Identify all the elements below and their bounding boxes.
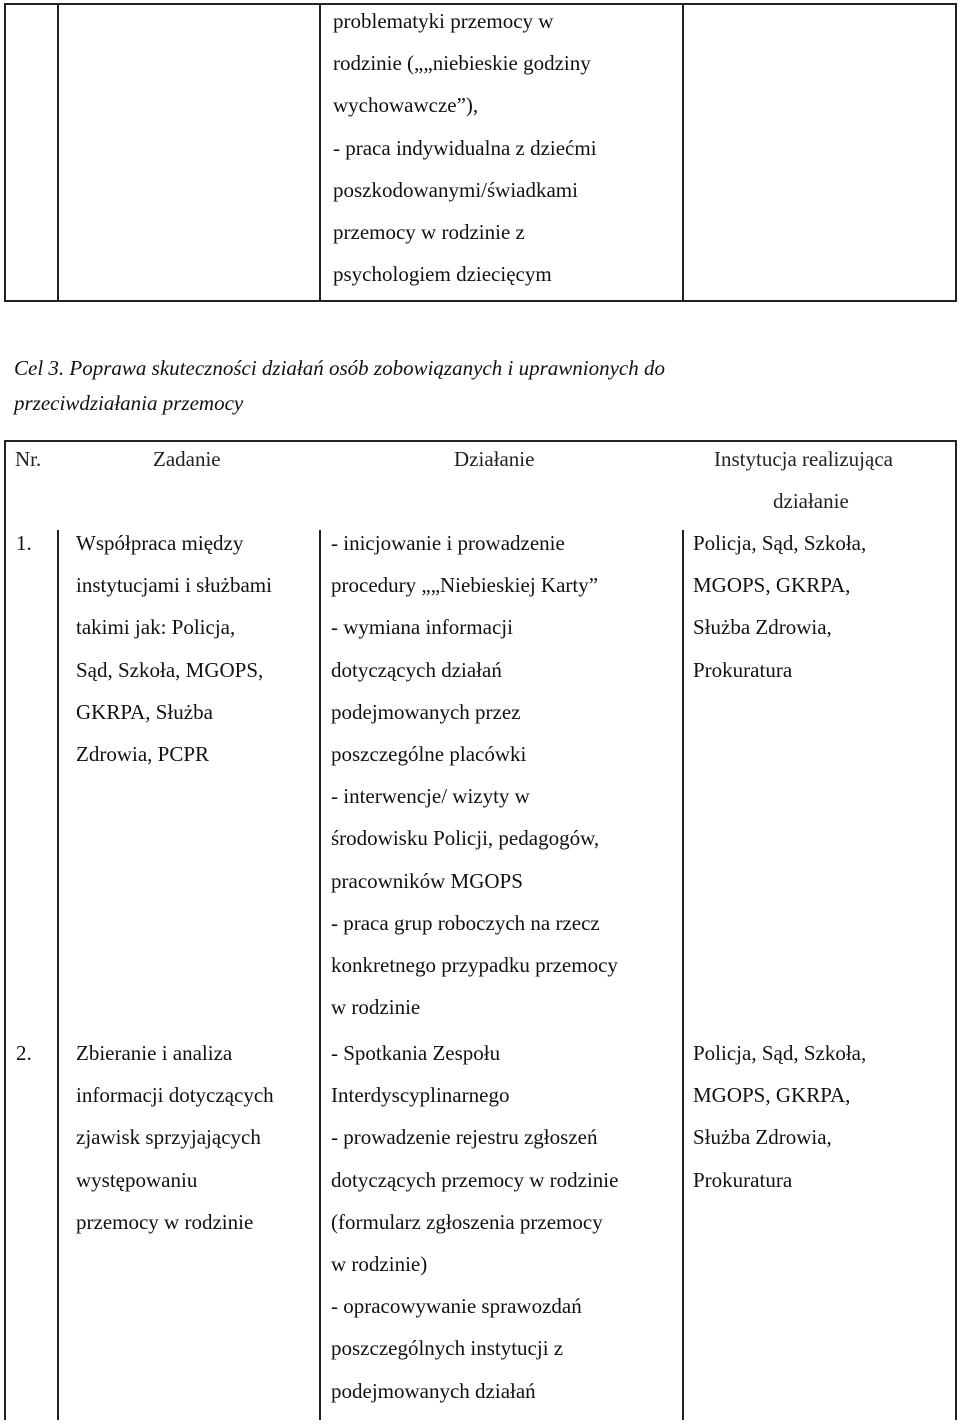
cell-line: zjawisk sprzyjających [76, 1125, 261, 1150]
row-2-nr [16, 1032, 32, 1074]
cell-line: - wymiana informacji [331, 615, 513, 640]
cell-line: poszczególnych instytucji z [331, 1336, 564, 1361]
row-number: 2. [16, 1041, 32, 1065]
cell-line: Służba Zdrowia, [693, 1125, 832, 1150]
cell-line: w rodzinie) [331, 1252, 428, 1277]
cell-line: MGOPS, GKRPA, [693, 1083, 851, 1108]
continuation-cell-dzialanie [333, 0, 597, 295]
cell-line: podejmowanych działań [331, 1378, 536, 1403]
cell-line: poszkodowanymi/świadkami [333, 177, 578, 202]
cell-line: - prowadzenie rejestru zgłoszeń [331, 1125, 598, 1150]
heading-text-line2: przeciwdziałania przemocy [14, 391, 244, 415]
cell-line: pracowników MGOPS [331, 868, 523, 893]
row-number: 1. [16, 531, 32, 555]
cell-line: Interdyscyplinarnego [331, 1083, 510, 1108]
cell-line: (formularz zgłoszenia przemocy [331, 1209, 603, 1234]
cell-line: Sąd, Szkoła, MGOPS, [76, 657, 264, 682]
cell-line: takimi jak: Policja, [76, 615, 236, 640]
cell-line: Służba Zdrowia, [693, 615, 832, 640]
row-2-zadanie [76, 1032, 274, 1243]
header-instytucja-line1: Instytucja realizująca [714, 447, 893, 471]
cell-line: Prokuratura [693, 1167, 793, 1192]
row-2-dzialanie [331, 1032, 618, 1412]
row-2-instytucja [693, 1032, 866, 1201]
row-1-nr [16, 522, 32, 564]
cell-line: - opracowywanie sprawozdań [331, 1294, 582, 1319]
column-divider [319, 5, 321, 300]
cell-line: występowaniu [76, 1167, 198, 1192]
cell-line: Policja, Sąd, Szkoła, [693, 1041, 867, 1065]
cell-line: procedury „„Niebieskiej Karty” [331, 573, 599, 598]
row-1-zadanie [76, 522, 272, 775]
cell-line: w rodzinie [331, 995, 421, 1020]
cell-line: Zbieranie i analiza [76, 1041, 233, 1065]
cell-line: instytucjami i służbami [76, 573, 272, 598]
column-divider [682, 530, 684, 1420]
header-nr: Nr. [15, 447, 42, 471]
column-divider [682, 5, 684, 300]
row-1-dzialanie [331, 522, 618, 1028]
cell-line: konkretnego przypadku przemocy [331, 953, 618, 978]
cell-line: - praca grup roboczych na rzecz [331, 910, 600, 935]
section-heading [14, 351, 944, 421]
cell-line: poszczególne placówki [331, 742, 527, 767]
header-dzialanie: Działanie [454, 447, 535, 471]
cell-line: MGOPS, GKRPA, [693, 573, 851, 598]
cell-line: - Spotkania Zespołu [331, 1041, 501, 1065]
cell-line: Zdrowia, PCPR [76, 742, 210, 767]
cell-line: przemocy w rodzinie z [333, 220, 525, 245]
cell-line: Prokuratura [693, 657, 793, 682]
heading-text-line1: Poprawa skuteczności działań osób zobowiązanych i uprawnionych do [64, 356, 665, 380]
cell-line: psychologiem dziecięcym [333, 262, 552, 287]
cell-line: dotyczących przemocy w rodzinie [331, 1167, 619, 1192]
cell-line: GKRPA, Służba [76, 699, 213, 724]
tasks-table [4, 440, 957, 1420]
cell-line: podejmowanych przez [331, 699, 521, 724]
cell-line: - praca indywidualna z dziećmi [333, 135, 597, 160]
cell-line: Policja, Sąd, Szkoła, [693, 531, 867, 555]
cell-line: - inicjowanie i prowadzenie [331, 531, 565, 555]
header-instytucja-line2: działanie [773, 489, 849, 513]
cell-line: - interwencje/ wizyty w [331, 784, 530, 809]
cell-line: rodzinie („„niebieskie godziny [333, 51, 591, 76]
continuation-table [4, 3, 957, 302]
column-divider [319, 530, 321, 1420]
cell-line: dotyczących działań [331, 657, 502, 682]
cell-line: Współpraca między [76, 531, 244, 555]
cell-line: problematyki przemocy w [333, 9, 554, 33]
column-divider [57, 5, 59, 300]
heading-label: Cel 3. [14, 356, 65, 380]
cell-line: informacji dotyczących [76, 1083, 274, 1108]
cell-line: przemocy w rodzinie [76, 1209, 254, 1234]
row-1-instytucja [693, 522, 866, 691]
cell-line: środowisku Policji, pedagogów, [331, 826, 600, 851]
column-divider [57, 530, 59, 1420]
cell-line: wychowawcze”), [333, 93, 479, 118]
header-zadanie: Zadanie [153, 447, 221, 471]
